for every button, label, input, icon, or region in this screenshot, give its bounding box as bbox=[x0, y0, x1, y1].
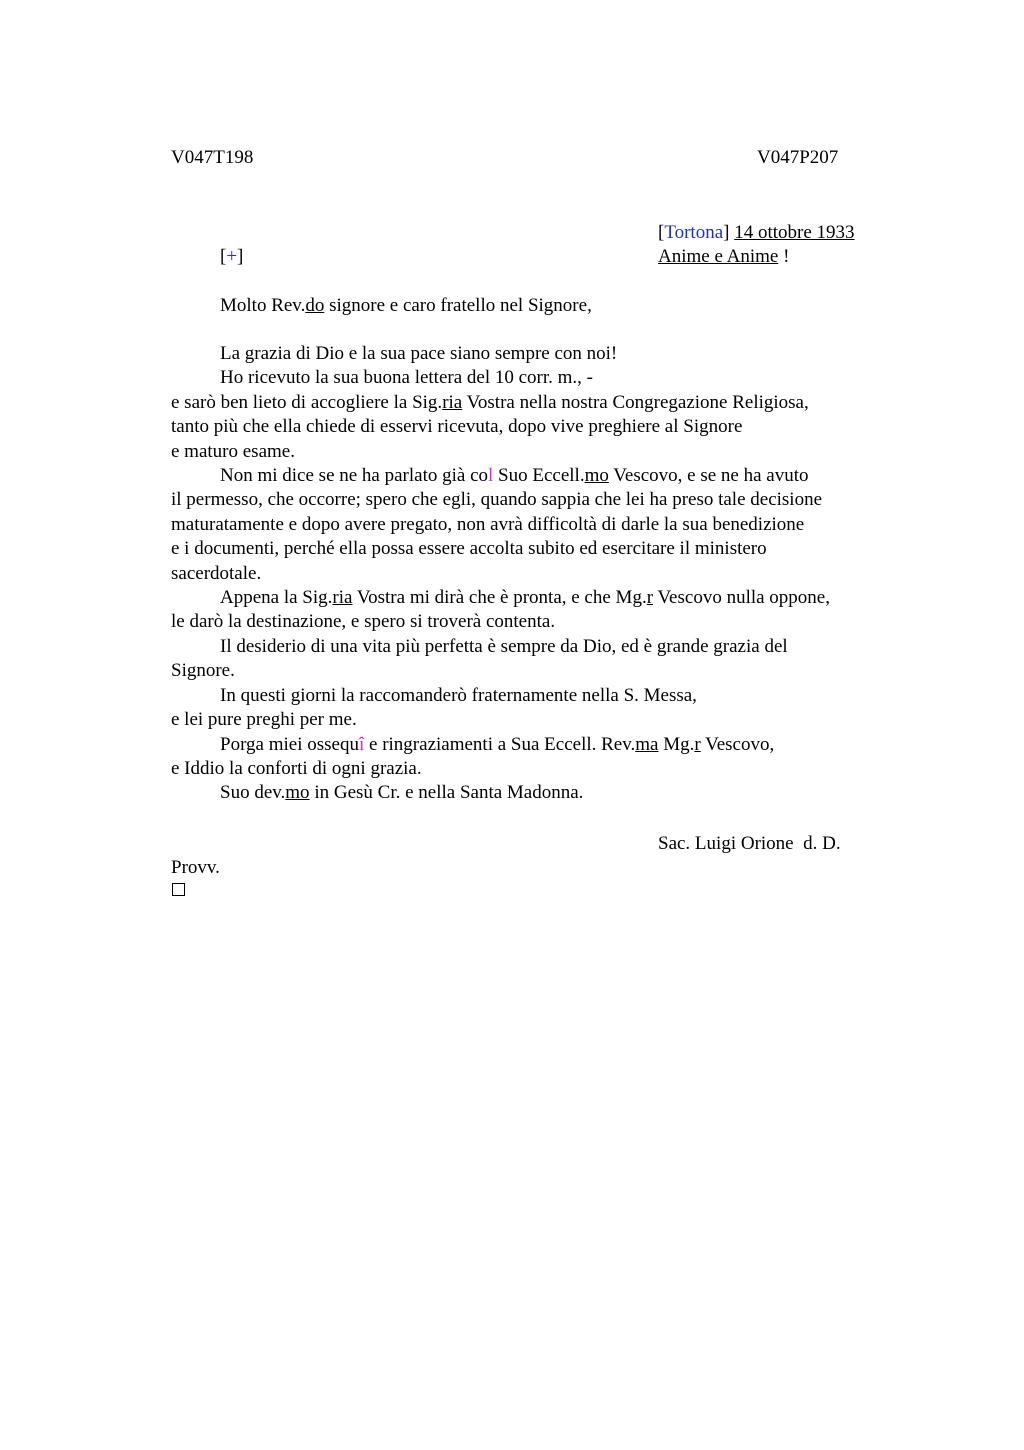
dateline: [Tortona] 14 ottobre 1933 bbox=[658, 222, 855, 243]
motto: Anime e Anime ! bbox=[658, 246, 790, 267]
body-line: sacerdotale. bbox=[171, 562, 262, 584]
dateline-place: Tortona bbox=[664, 222, 724, 243]
body-line: Signore. bbox=[171, 660, 235, 682]
closing-line: Suo dev.mo in Gesù Cr. e nella Santa Madonna. bbox=[220, 782, 584, 804]
salutation: Molto Rev.do signore e caro fratello nel Signore, bbox=[220, 295, 592, 316]
body-line: Ho ricevuto la sua buona lettera del 10 corr. m., - bbox=[220, 367, 594, 389]
body-line: e i documenti, perché ella possa essere accolta subito ed esercitare il ministero bbox=[171, 538, 767, 560]
body-line: maturatamente e dopo avere pregato, non avrà difficoltà di darle la sua benedizione bbox=[171, 513, 805, 535]
dateline-date: 14 ottobre 1933 bbox=[734, 222, 855, 243]
body-line: Porga miei ossequî e ringraziamenti a Sua Eccell. Rev.ma Mg.r Vescovo, bbox=[220, 733, 775, 755]
body-line: Appena la Sig.ria Vostra mi dirà che è pronta, e che Mg.r Vescovo nulla oppone, bbox=[220, 587, 830, 609]
body-line: In questi giorni la raccomanderò fraternamente nella S. Messa, bbox=[220, 684, 697, 706]
empty-box-icon bbox=[172, 883, 185, 896]
motto-text: Anime e Anime bbox=[658, 246, 779, 267]
body-line: e maturo esame. bbox=[171, 440, 295, 462]
body-line: Il desiderio di una vita più perfetta è sempre da Dio, ed è grande grazia del bbox=[220, 635, 788, 657]
body-line: La grazia di Dio e la sua pace siano sempre con noi! bbox=[220, 343, 618, 364]
body-line: Non mi dice se ne ha parlato già col Suo Eccell.mo Vescovo, e se ne ha avuto bbox=[220, 465, 809, 487]
signature: Sac. Luigi Orione d. D. bbox=[658, 833, 841, 854]
letter-body bbox=[171, 342, 911, 806]
cross-symbol: + bbox=[226, 246, 238, 267]
body-line: le darò la destinazione, e spero si troverà contenta. bbox=[171, 611, 556, 633]
document-code-right: V047P207 bbox=[757, 147, 839, 168]
body-line: il permesso, che occorre; spero che egli, quando sappia che lei ha preso tale decisione bbox=[171, 489, 823, 511]
body-line: e sarò ben lieto di accogliere la Sig.ria Vostra nella nostra Congregazione Religiosa, bbox=[171, 391, 809, 413]
body-line: tanto più che ella chiede di esservi ricevuta, dopo vive preghiere al Signore bbox=[171, 416, 743, 438]
body-line: e Iddio la conforti di ogni grazia. bbox=[171, 757, 422, 779]
body-line: e lei pure preghi per me. bbox=[171, 709, 357, 731]
cross-mark: [+] bbox=[220, 246, 244, 267]
document-code-left: V047T198 bbox=[171, 147, 254, 168]
footer-note: Provv. bbox=[171, 857, 220, 878]
